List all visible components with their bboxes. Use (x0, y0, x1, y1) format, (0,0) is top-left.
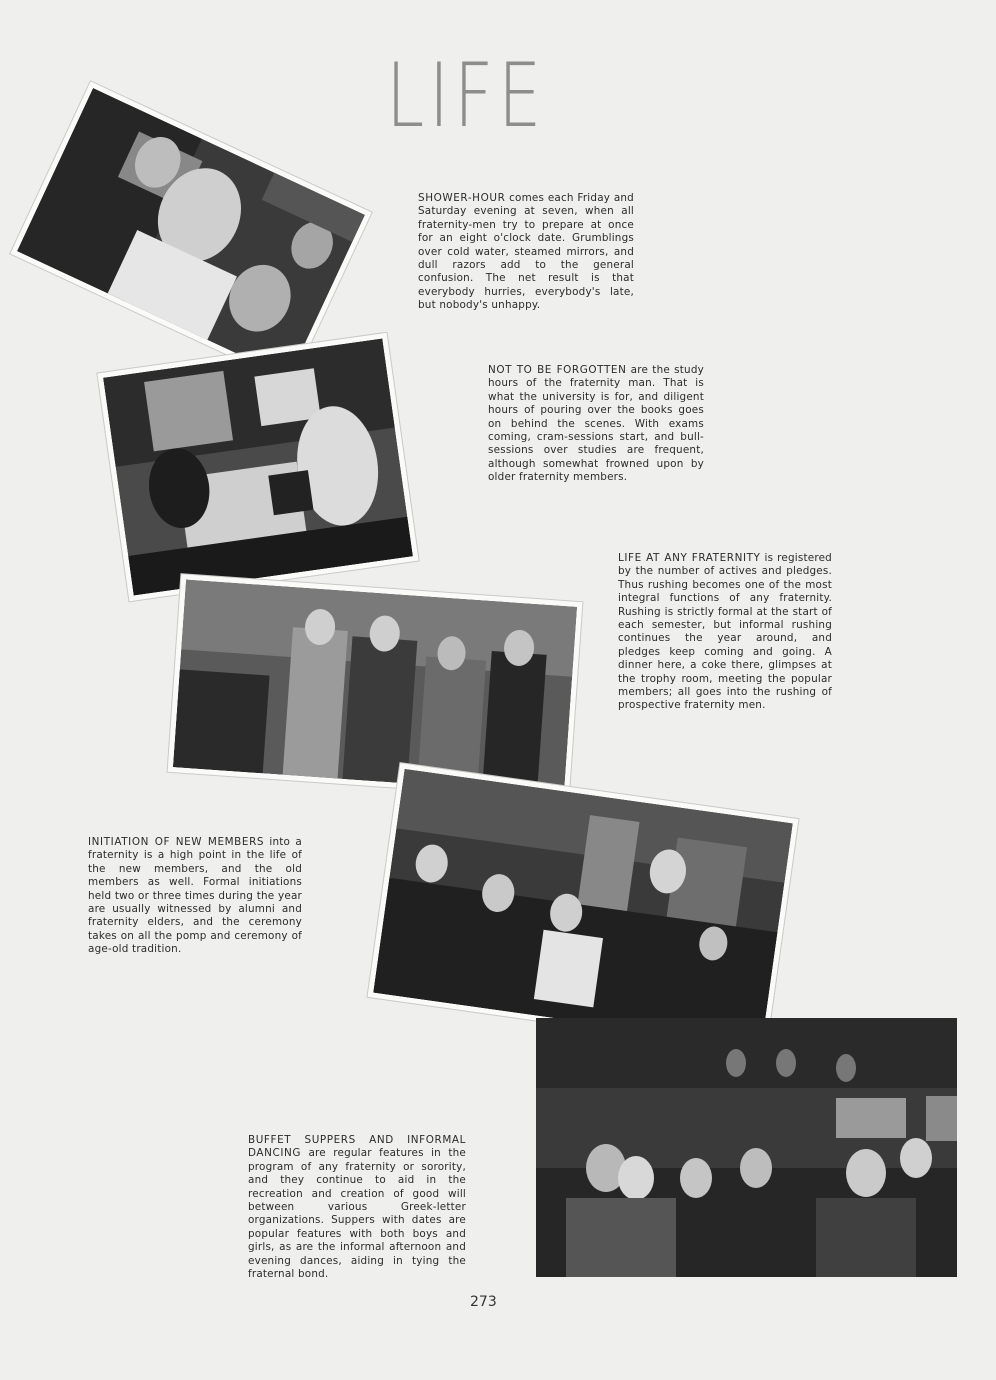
page-number: 273 (470, 1294, 497, 1310)
page-title: LIFE (386, 44, 547, 147)
photo-dancing (536, 1018, 957, 1277)
blurb-body: are regular features in the program of any fraternity or sorority, and they continue to aid in the recreation and creation of good will between various Greek-letter organizations. Suppers with dates are popular features with both boys and girls, as are the informal afternoon and evening dances, aiding in tying the fraternal bond. (248, 1147, 466, 1281)
blurb-buffet-dancing (248, 1134, 466, 1281)
photo-shower-hour (10, 81, 371, 384)
photo-initiation (368, 763, 799, 1053)
blurb-rushing (618, 552, 832, 713)
blurb-lead: INITIATION OF NEW MEMBERS (88, 836, 265, 848)
blurb-body: into a fraternity is a high point in the life of the new members, and the old members as well. Formal initiations held two or three times during the year are usually witnessed by alumni and fraternity elders, and the ceremony takes on all the pomp and ceremony of age-old tradition. (88, 836, 302, 956)
blurb-lead: LIFE AT ANY FRATERNITY (618, 552, 761, 564)
blurb-shower-hour (418, 192, 634, 313)
blurb-lead: NOT TO BE FORGOTTEN (488, 364, 627, 376)
photo-study-hours (97, 333, 418, 601)
blurb-body: are the study hours of the fraternity man. That is what the university is for, and diligent hours of pouring over the books goes on behind the scenes. With exams coming, cram-sessions start, and bull-sessions over studies are frequent, although somewhat frowned upon by older fraternity members. (488, 364, 704, 484)
blurb-lead: BUFFET SUPPERS AND INFORMAL DANCING (248, 1134, 466, 1160)
blurb-body: is registered by the number of actives and pledges. Thus rushing becomes one of the most integral functions of any fraternity. Rushing is strictly formal at the start of each semester, but informal rushing continues the year around, and pledges keep coming and going. A dinner here, a coke there, glimpses at the trophy room, meeting the popular members; all goes into the rushing of prospective fraternity men. (618, 552, 832, 712)
blurb-lead: SHOWER-HOUR (418, 192, 506, 204)
blurb-initiation (88, 836, 302, 957)
photo-rushing-party (168, 574, 583, 800)
blurb-study-hours (488, 364, 704, 485)
blurb-body: comes each Friday and Saturday evening at seven, when all fraternity-men try to prepare at once for an eight o'clock date. Grumblings over cold water, steamed mirrors, and dull razors add to the general confusion. The net result is that everybody hurries, everybody's late, but nobody's unhappy. (418, 192, 634, 312)
